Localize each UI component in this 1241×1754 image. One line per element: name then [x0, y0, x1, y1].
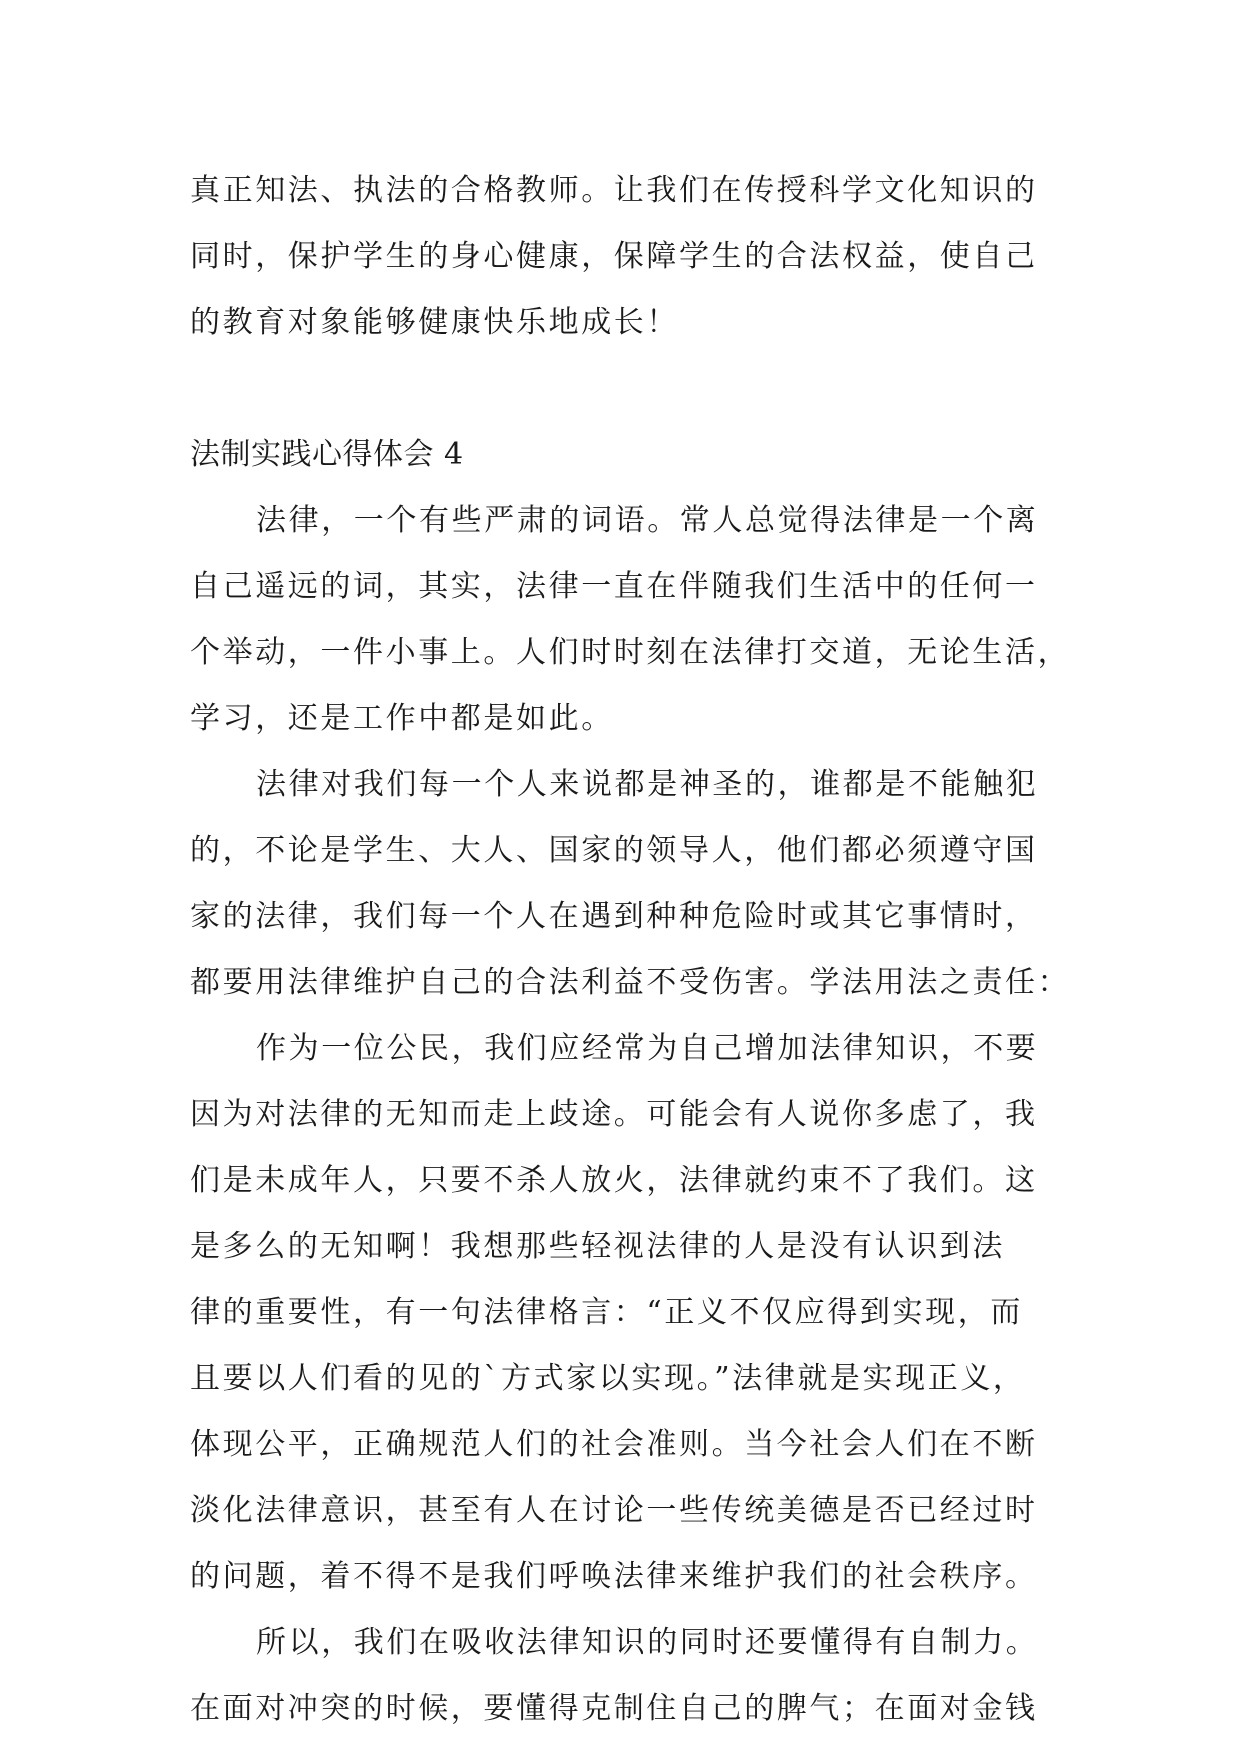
intro-paragraph [190, 158, 1070, 356]
text-line: 的，不论是学生、大人、国家的领导人，他们都必须遵守国 [190, 833, 1038, 868]
text-line: 都要用法律维护自己的合法利益不受伤害。学法用法之责任： [190, 965, 1071, 1000]
text-line: 家的法律，我们每一个人在遇到种种危险时或其它事情时， [190, 899, 1038, 934]
text-line: 法律对我们每一个人来说都是神圣的，谁都是不能触犯 [256, 767, 1039, 802]
paragraph-3 [190, 1016, 1070, 1610]
text-line: 个举动，一件小事上。人们时时刻在法律打交道，无论生活， [190, 635, 1071, 670]
text-line: 的问题，着不得不是我们呼唤法律来维护我们的社会秩序。 [190, 1559, 1038, 1594]
text-line: 淡化法律意识，甚至有人在讨论一些传统美德是否已经过时 [190, 1493, 1038, 1528]
section-title: 法制实践心得体会 4 [190, 437, 464, 472]
text-line: 自己遥远的词，其实，法律一直在伴随我们生活中的任何一 [190, 569, 1038, 604]
text-line: 同时，保护学生的身心健康，保障学生的合法权益，使自己 [190, 239, 1038, 274]
text-line: 法律，一个有些严肃的词语。常人总觉得法律是一个离 [256, 503, 1039, 538]
text-line: 们是未成年人，只要不杀人放火，法律就约束不了我们。这 [190, 1163, 1038, 1198]
text-line: 所以，我们在吸收法律知识的同时还要懂得有自制力。 [256, 1625, 1039, 1660]
text-line: 且要以人们看的见的`方式家以实现。”法律就是实现正义， [190, 1361, 1026, 1396]
paragraph-1 [190, 488, 1070, 752]
text-line: 因为对法律的无知而走上歧途。可能会有人说你多虑了，我 [190, 1097, 1038, 1132]
text-line: 真正知法、执法的合格教师。让我们在传授科学文化知识的 [190, 173, 1038, 208]
text-line: 体现公平，正确规范人们的社会准则。当今社会人们在不断 [190, 1427, 1038, 1462]
text-line: 在面对冲突的时候，要懂得克制住自己的脾气；在面对金钱 [190, 1691, 1038, 1726]
paragraph-4 [190, 1610, 1070, 1742]
text-line: 的教育对象能够健康快乐地成长！ [190, 305, 679, 340]
text-line: 是多么的无知啊！我想那些轻视法律的人是没有认识到法 [190, 1229, 1005, 1264]
paragraph-gap [190, 356, 1070, 422]
paragraph-2 [190, 752, 1070, 1016]
document-body [190, 158, 1070, 1742]
text-line: 学习，还是工作中都是如此。 [190, 701, 614, 736]
text-line: 律的重要性，有一句法律格言：“正义不仅应得到实现，而 [190, 1295, 1023, 1330]
text-line: 作为一位公民，我们应经常为自己增加法律知识，不要 [256, 1031, 1039, 1066]
